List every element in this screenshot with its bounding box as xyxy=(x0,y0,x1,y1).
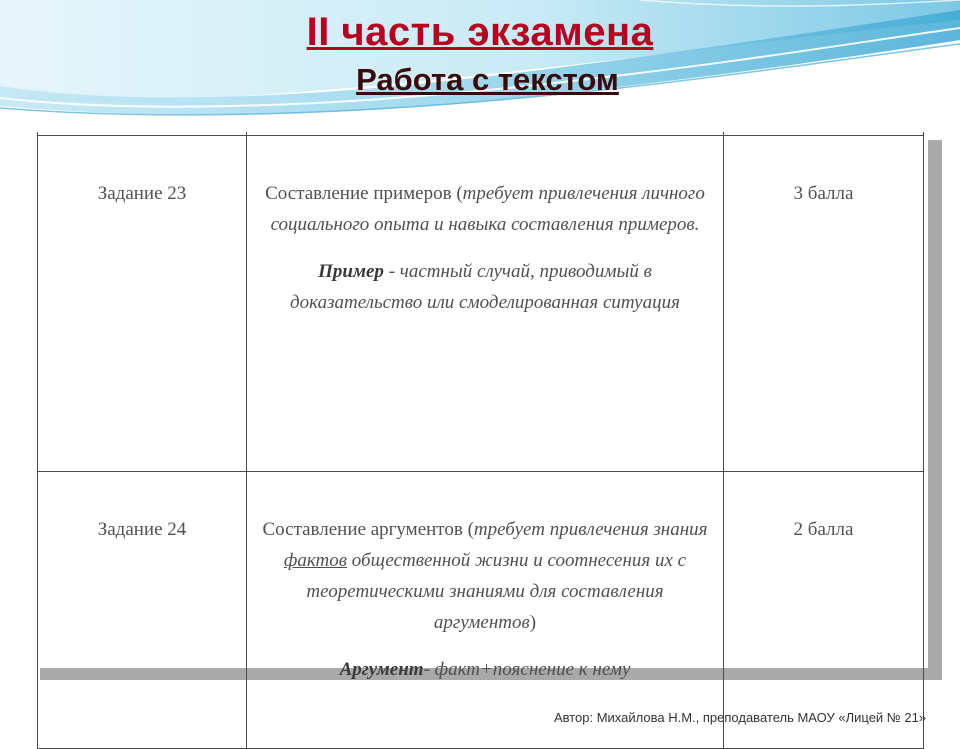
description-italic: требует привлечения личного социального опыта и навыка составления примеров. xyxy=(270,183,705,235)
slide-subtitle: Работа с текстом xyxy=(356,62,619,97)
description-italic: требует привлечения знания xyxy=(473,519,708,540)
description-underlined-word: фактов xyxy=(283,550,348,571)
task-points-cell: 3 балла xyxy=(724,136,924,472)
definition-term: Пример xyxy=(318,261,384,282)
description-close-paren: ) xyxy=(529,612,537,633)
slide-title: II часть экзамена xyxy=(306,10,654,54)
definition-text: - факт+пояснение к нему xyxy=(423,659,631,680)
table-shadow-right xyxy=(928,140,942,680)
task-name-cell: Задание 23 xyxy=(38,136,247,472)
description-lead: Составление примеров ( xyxy=(265,183,463,204)
description-lead: Составление аргументов ( xyxy=(262,519,474,540)
task-name-cell: Задание 24 xyxy=(38,472,247,749)
description-italic-cont: общественной жизни и соотнесения их с теоретическими знаниями для составления аргументов xyxy=(306,550,687,633)
table-row xyxy=(38,472,924,749)
task-points-cell: 2 балла xyxy=(724,472,924,749)
table-row xyxy=(38,136,924,472)
definition-term: Аргумент xyxy=(339,659,424,680)
tasks-table xyxy=(37,132,924,749)
task-description xyxy=(255,178,715,240)
task-description-cell xyxy=(247,136,724,472)
task-definition xyxy=(255,654,715,685)
author-footer: Автор: Михайлова Н.М., преподаватель МАОУ «Лицей № 21» xyxy=(553,710,927,725)
task-definition xyxy=(255,256,715,318)
tasks-table-container xyxy=(37,132,922,680)
definition-text: - частный случай, приводимый в доказательство или смоделированная ситуация xyxy=(290,261,680,313)
task-description xyxy=(255,514,715,638)
task-description-cell xyxy=(247,472,724,749)
